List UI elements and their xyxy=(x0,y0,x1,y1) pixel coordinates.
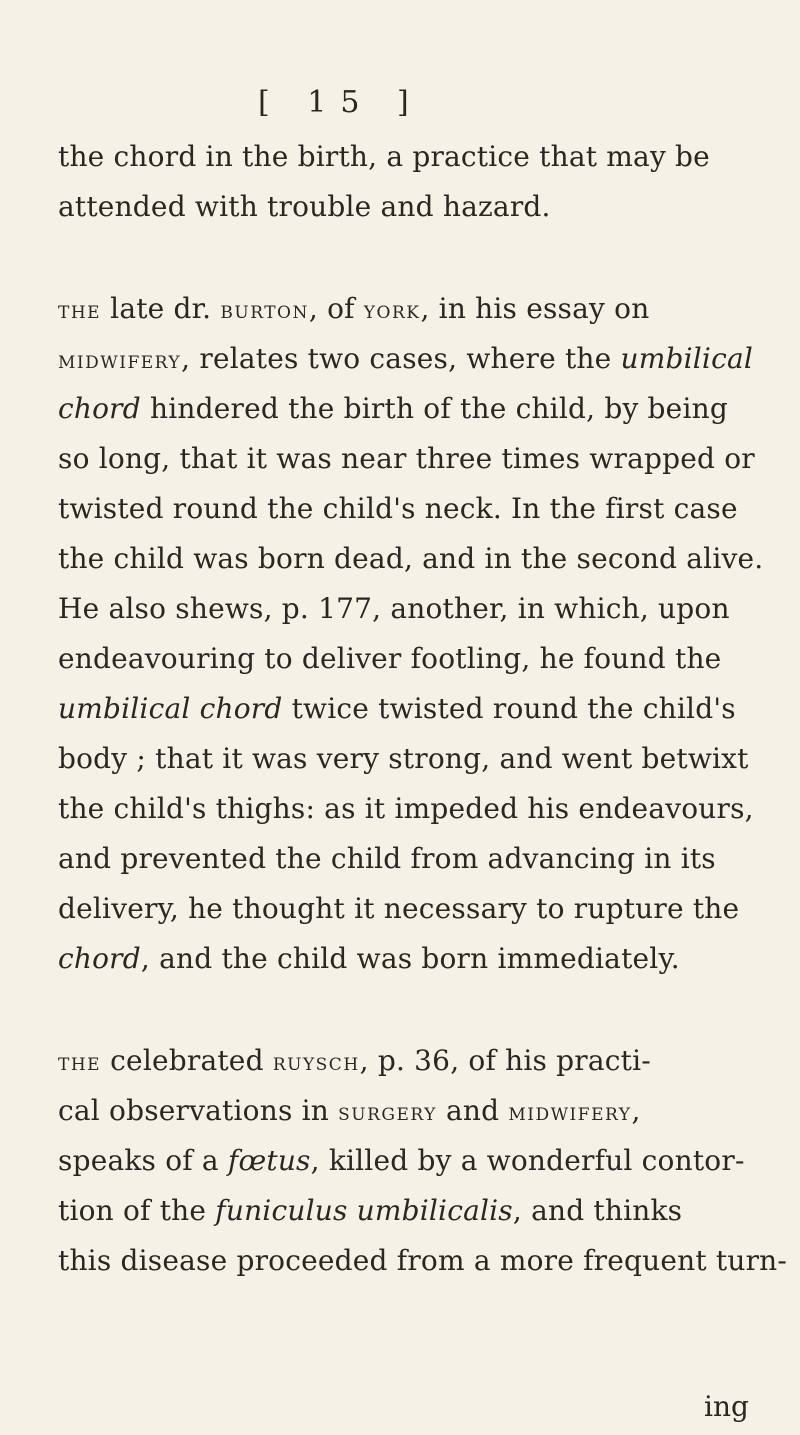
small-caps-run: midwifery xyxy=(58,346,182,374)
text-run: the child was born dead, and in the second alive. xyxy=(58,542,764,575)
text-line xyxy=(58,892,739,926)
text-run: speaks of a xyxy=(58,1144,228,1177)
text-run: cal observations in xyxy=(58,1094,339,1127)
text-run: endeavouring to deliver footling, he found the xyxy=(58,642,722,675)
text-line xyxy=(58,1244,787,1278)
text-run: tion of the xyxy=(58,1194,216,1227)
text-line xyxy=(58,190,551,224)
text-run: , and thinks xyxy=(512,1194,683,1227)
text-run: this disease proceeded from a more frequent turn- xyxy=(58,1244,788,1277)
text-run: , xyxy=(631,1094,641,1127)
text-line xyxy=(58,942,680,976)
text-run: celebrated xyxy=(101,1044,273,1077)
text-run: , relates two cases, where the xyxy=(181,342,621,375)
text-line xyxy=(58,542,763,576)
text-run: twisted round the child's neck. In the first case xyxy=(58,492,738,525)
small-caps-run: york xyxy=(363,296,421,324)
text-run: delivery, he thought it necessary to rupture the xyxy=(58,892,740,925)
small-caps-run: surgery xyxy=(338,1098,437,1126)
text-run: late dr. xyxy=(101,292,221,325)
text-line xyxy=(58,1144,745,1178)
text-line xyxy=(58,792,754,826)
text-line xyxy=(58,642,721,676)
text-line xyxy=(58,692,736,726)
text-line xyxy=(58,742,749,776)
small-caps-run: the xyxy=(58,296,102,324)
small-caps-run: burton xyxy=(220,296,309,324)
text-run: the chord in the birth, a practice that may be xyxy=(58,140,710,173)
text-run: twice twisted round the child's xyxy=(282,692,736,725)
italic-run: chord xyxy=(58,392,141,425)
small-caps-run: the xyxy=(58,1048,102,1076)
text-line xyxy=(58,442,755,476)
text-run: hindered the birth of the child, by being xyxy=(140,392,728,425)
italic-run: fœtus xyxy=(227,1144,311,1177)
text-run: body ; that it was very strong, and went betwixt xyxy=(58,742,749,775)
italic-run: umbilical chord xyxy=(58,692,283,725)
text-run: , p. 36, of his practi- xyxy=(359,1044,651,1077)
page-number: [ 15 ] xyxy=(258,85,423,120)
text-run: He also shews, p. 177, another, in which, upon xyxy=(58,592,730,625)
text-run: attended with trouble and hazard. xyxy=(58,190,551,223)
text-line xyxy=(58,140,710,174)
text-line xyxy=(58,842,716,876)
text-line xyxy=(58,492,738,526)
text-line xyxy=(58,292,649,327)
text-line xyxy=(58,1044,651,1079)
text-line xyxy=(58,1194,682,1228)
small-caps-run: ruysch xyxy=(272,1048,360,1076)
text-line xyxy=(58,592,730,626)
text-run: so long, that it was near three times wrapped or xyxy=(58,442,755,475)
italic-run: umbilical xyxy=(620,342,754,375)
text-line xyxy=(58,1094,641,1129)
text-run: , killed by a wonderful contor- xyxy=(310,1144,745,1177)
text-run: and prevented the child from advancing in its xyxy=(58,842,716,875)
text-run: , in his essay on xyxy=(420,292,650,325)
italic-run: funiculus umbilicalis xyxy=(215,1194,513,1227)
italic-run: chord xyxy=(58,942,141,975)
catchword: ing xyxy=(704,1390,749,1423)
text-run: and xyxy=(436,1094,509,1127)
small-caps-run: midwifery xyxy=(508,1098,632,1126)
text-run: the child's thighs: as it impeded his endeavours, xyxy=(58,792,754,825)
text-line xyxy=(58,342,753,377)
text-line xyxy=(58,392,728,426)
text-run: , and the child was born immediately. xyxy=(140,942,680,975)
text-run: , of xyxy=(308,292,364,325)
